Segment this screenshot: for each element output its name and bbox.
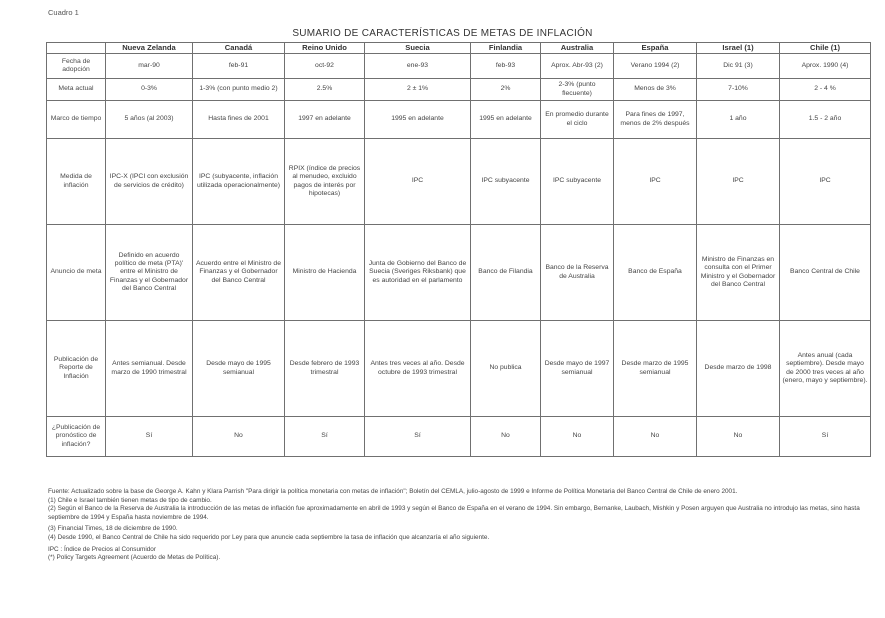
footnote-3: (3) Financial Times, 18 de diciembre de 1990.: [48, 525, 178, 533]
table-cell: 1995 en adelante: [365, 101, 471, 139]
table-cell: Sí: [285, 417, 365, 457]
table-cell: No: [541, 417, 614, 457]
table-cell: Desde marzo de 1998: [697, 321, 780, 417]
table-cell: Antes tres veces al año. Desde octubre de 1993 trimestral: [365, 321, 471, 417]
table-cell: mar-90: [106, 54, 193, 79]
table-cell: Antes semianual. Desde marzo de 1990 trimestral: [106, 321, 193, 417]
table-cell: ene-93: [365, 54, 471, 79]
table-cell: Antes anual (cada septiembre). Desde mayo de 2000 tres veces al año (enero, mayo y septiembre).: [780, 321, 871, 417]
table-row: [47, 54, 871, 79]
row-header: Fecha de adopción: [47, 54, 106, 79]
table-cell: Para fines de 1997, menos de 2% después: [614, 101, 697, 139]
table-cell: 1995 en adelante: [471, 101, 541, 139]
column-header: Canadá: [193, 43, 285, 54]
table-cell: No: [614, 417, 697, 457]
table-cell: No: [697, 417, 780, 457]
table-cell: Hasta fines de 2001: [193, 101, 285, 139]
column-header: Israel (1): [697, 43, 780, 54]
table-cell: 1.5 - 2 año: [780, 101, 871, 139]
row-header: Marco de tiempo: [47, 101, 106, 139]
table-cell: 1-3% (con punto medio 2): [193, 79, 285, 101]
column-header: Australia: [541, 43, 614, 54]
table-cell: 1997 en adelante: [285, 101, 365, 139]
footnote-4: (4) Desde 1990, el Banco Central de Chile ha sido requerido por Ley para que anuncie cada septiembre la tasa de inflación que alcanzaría el año siguiente.: [48, 533, 490, 541]
table-cell: 2.5%: [285, 79, 365, 101]
table-cell: IPC subyacente: [541, 139, 614, 225]
table-cell: Ministro de Finanzas en consulta con el Primer Ministro y el Gobernador del Banco Central: [697, 225, 780, 321]
row-header: Publicación de Reporte de Inflación: [47, 321, 106, 417]
table-cell: IPC (subyacente, inflación utilizada operacionalmente): [193, 139, 285, 225]
table-cell: No: [471, 417, 541, 457]
table-cell: IPC: [365, 139, 471, 225]
corner-cell: [47, 43, 106, 54]
table-title: SUMARIO DE CARACTERÍSTICAS DE METAS DE INFLACIÓN: [292, 28, 593, 39]
column-header: España: [614, 43, 697, 54]
table-cell: IPC subyacente: [471, 139, 541, 225]
table-cell: Banco de Filandia: [471, 225, 541, 321]
table-row: [47, 101, 871, 139]
table-cell: 2-3% (punto flecuente): [541, 79, 614, 101]
table-cell: Sí: [365, 417, 471, 457]
table-cell: oct-92: [285, 54, 365, 79]
column-header: Nueva Zelanda: [106, 43, 193, 54]
inflation-targets-table: [46, 42, 871, 457]
table-cell: Junta de Gobierno del Banco de Suecia (Sveriges Riksbank) que es autoridad en el parlamento: [365, 225, 471, 321]
table-number-label: Cuadro 1: [48, 8, 79, 17]
table-cell: IPC: [697, 139, 780, 225]
table-cell: RPIX (índice de precios al menudeo, excluido pagos de interés por hipotecas): [285, 139, 365, 225]
table-cell: Aprox. Abr-93 (2): [541, 54, 614, 79]
table-cell: No: [193, 417, 285, 457]
column-header: Chile (1): [780, 43, 871, 54]
table-row: [47, 139, 871, 225]
row-header: Anuncio de meta: [47, 225, 106, 321]
source-note: Fuente: Actualizado sobre la base de George A. Kahn y Klara Parrish "Para dirigir la política monetaria con metas de inflación"; Boletín del CEMLA, julio-agosto de 1999 e Informe de Política Monetaria del Banco Central de Chile de enero 2001.: [48, 488, 738, 495]
table-cell: 1 año: [697, 101, 780, 139]
table-cell: IPC-X (IPCI con exclusión de servicios de crédito): [106, 139, 193, 225]
table-cell: Definido en acuerdo político de meta (PTA)' entre el Ministro de Finanzas y el Gobernador del Banco Central: [106, 225, 193, 321]
table-cell: Desde mayo de 1997 semianual: [541, 321, 614, 417]
column-header: Finlandia: [471, 43, 541, 54]
ipc-definition: IPC : Índice de Precios al Consumidor: [48, 545, 156, 553]
table-cell: 5 años (al 2003): [106, 101, 193, 139]
table-cell: Menos de 3%: [614, 79, 697, 101]
table-cell: Desde marzo de 1995 semianual: [614, 321, 697, 417]
table-row: [47, 321, 871, 417]
table-cell: Aprox. 1990 (4): [780, 54, 871, 79]
table-cell: feb-93: [471, 54, 541, 79]
footnote-1: (1) Chile e Israel también tienen metas de tipo de cambio.: [48, 496, 212, 504]
table-cell: Desde febrero de 1993 trimestral: [285, 321, 365, 417]
table-cell: Acuerdo entre el Ministro de Finanzas y el Gobernador del Banco Central: [193, 225, 285, 321]
column-header: Suecia: [365, 43, 471, 54]
table-cell: En promedio durante el ciclo: [541, 101, 614, 139]
table-cell: No publica: [471, 321, 541, 417]
table-cell: Banco de España: [614, 225, 697, 321]
table-cell: 2 - 4 %: [780, 79, 871, 101]
table-row: [47, 79, 871, 101]
footnote-2: (2) Según el Banco de la Reserva de Australia la introducción de las metas de inflación fue aproximadamente en abril de 1993 y según el Banco de España en el verano de 1994. Sin embargo, Bernanke, Laubach, Mishkin y Posen arguyen que Australia no introdujo las metas, sino hasta septiembre de 1994 y España hasta noviembre de 1994.: [48, 505, 860, 521]
table-row: [47, 417, 871, 457]
table-row: [47, 225, 871, 321]
table-cell: 2 ± 1%: [365, 79, 471, 101]
table-cell: Dic 91 (3): [697, 54, 780, 79]
table-cell: 7-10%: [697, 79, 780, 101]
header-row: [47, 43, 871, 54]
table-cell: Verano 1994 (2): [614, 54, 697, 79]
table-cell: Sí: [780, 417, 871, 457]
row-header: Medida de inflación: [47, 139, 106, 225]
pta-definition: (*) Policy Targets Agreement (Acuerdo de Metas de Política).: [48, 554, 221, 562]
table-cell: IPC: [614, 139, 697, 225]
table-cell: Desde mayo de 1995 semianual: [193, 321, 285, 417]
table-cell: 0-3%: [106, 79, 193, 101]
row-header: Meta actual: [47, 79, 106, 101]
column-header: Reino Unido: [285, 43, 365, 54]
table-cell: 2%: [471, 79, 541, 101]
table-cell: feb-91: [193, 54, 285, 79]
table-footnotes: [48, 488, 870, 563]
table-cell: IPC: [780, 139, 871, 225]
table-cell: Ministro de Hacienda: [285, 225, 365, 321]
table-cell: Banco Central de Chile: [780, 225, 871, 321]
table-cell: Sí: [106, 417, 193, 457]
table-cell: Banco de la Reserva de Australia: [541, 225, 614, 321]
row-header: ¿Publicación de pronóstico de inflación?: [47, 417, 106, 457]
